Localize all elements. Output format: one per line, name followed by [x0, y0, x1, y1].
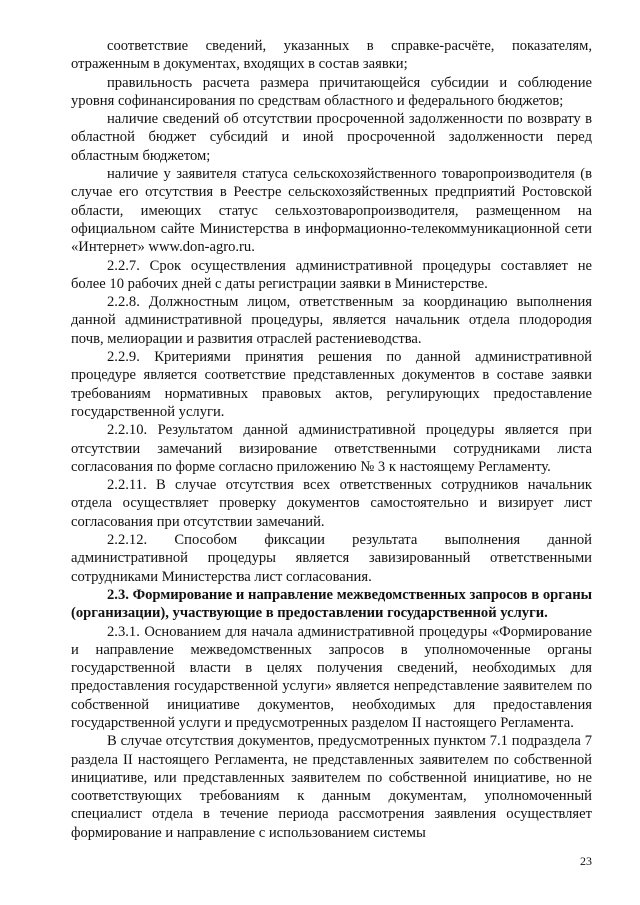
paragraph-compliance: соответствие сведений, указанных в справке-расчёте, показателям, отраженным в документах, входящих в состав заявки; [71, 38, 592, 73]
section-heading-2-3: 2.3. Формирование и направление межведомственных запросов в органы (организации), участвующие в предоставлении государственной услуги. [71, 586, 592, 622]
paragraph-calculation: правильность расчета размера причитающейся субсидии и соблюдение уровня софинансирования по средствам областного и федерального бюджетов; [71, 74, 592, 109]
paragraph-producer-status: наличие у заявителя статуса сельскохозяйственного товаропроизводителя (в случае его отсутствия в Реестре сельскохозяйственных предприятий Ростовской области, имеющих статус сельхозтоваропроизводителя, размещенном на официальном сайте Министерства в информационно-телекоммуникационной сети «Интернет» www.don-agro.ru. [71, 166, 592, 256]
paragraph-2-2-11: 2.2.11. В случае отсутствия всех ответственных сотрудников начальник отдела осуществляет проверку документов самостоятельно и визирует лист согласования при отсутствии замечаний. [71, 477, 592, 530]
paragraph-2-2-12: 2.2.12. Способом фиксации результата выполнения данной административной процедуры является завизированный ответственными сотрудниками Министерства лист согласования. [71, 532, 592, 585]
page-number: 23 [580, 854, 592, 868]
paragraph-no-debt: наличие сведений об отсутствии просроченной задолженности по возврату в областной бюджет субсидий и иной просроченной задолженности перед областным бюджетом; [71, 111, 592, 164]
paragraph-2-3-1: 2.3.1. Основанием для начала административной процедуры «Формирование и направление межведомственных запросов в уполномоченные органы государственной власти в целях получения сведений, необходимых для предоставления государственной услуги» является непредставление заявителем по собственной инициативе документов, необходимых для предоставления государственной услуги и предусмотренных разделом II настоящего Регламента. [71, 623, 592, 731]
paragraph-2-2-10: 2.2.10. Результатом данной административной процедуры является при отсутствии замечаний визирование ответственными сотрудниками листа согласования по форме согласно приложению № 3 к настоящему Регламенту. [71, 422, 592, 475]
paragraph-2-2-9: 2.2.9. Критериями принятия решения по данной административной процедуре является соответствие представленных документов в составе заявки требованиям нормативных правовых актов, регулирующих предоставление государственной услуги. [71, 349, 592, 420]
paragraph-2-2-8: 2.2.8. Должностным лицом, ответственным за координацию выполнения данной административной процедуры, является начальник отдела плодородия почв, мелиорации и развития отраслей растениеводства. [71, 294, 592, 347]
paragraph-missing-documents: В случае отсутствия документов, предусмотренных пунктом 7.1 подраздела 7 раздела II настоящего Регламента, не представленных заявителем по собственной инициативе, или представленных заявителем по собственной инициативе, но не соответствующих требованиям к данным документам, уполномоченный специалист отдела в течение периода рассмотрения заявления осуществляет формирование и направление с использованием системы [71, 733, 592, 841]
paragraph-2-2-7: 2.2.7. Срок осуществления административной процедуры составляет не более 10 рабочих дней с даты регистрации заявки в Министерстве. [71, 257, 592, 292]
